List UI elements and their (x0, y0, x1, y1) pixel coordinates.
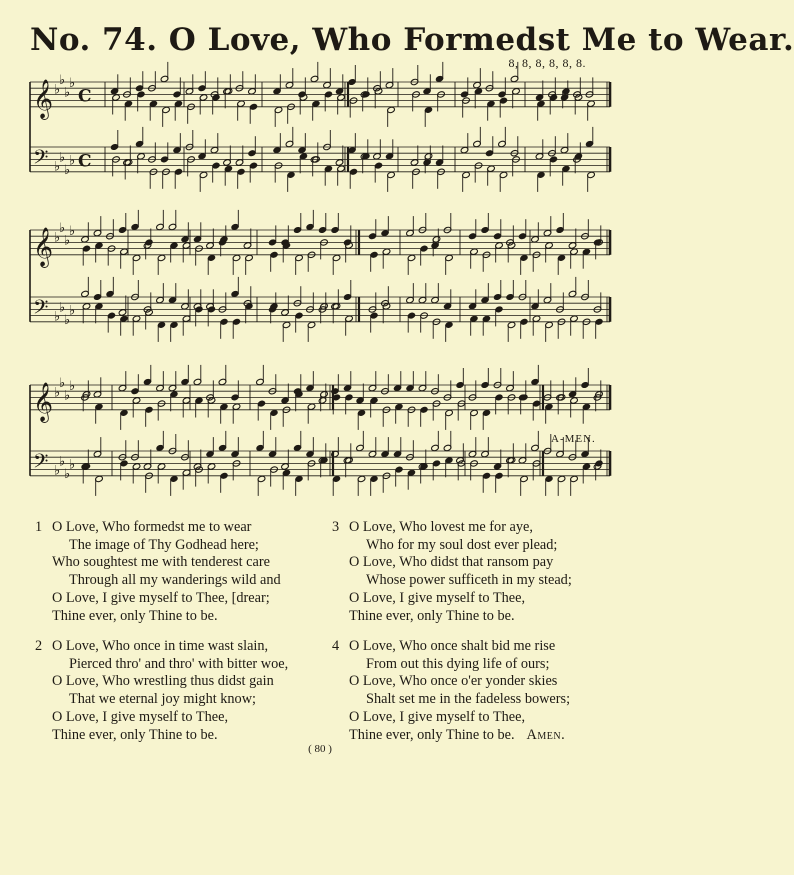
treble-clef-icon: 𝄞 (33, 381, 54, 422)
flat-icon: ♭ (59, 150, 66, 166)
verse-1 (35, 519, 352, 625)
bass-clef-icon: 𝄢 (33, 449, 49, 478)
flat-icon: ♭ (69, 457, 76, 473)
flat-icon: ♭ (59, 300, 66, 316)
flat-icon: ♭ (69, 153, 76, 169)
verse-line: From out this dying life of ours; (366, 655, 550, 672)
verse-line: O Love, I give myself to Thee, [drear; (52, 589, 270, 606)
flat-icon: ♭ (54, 309, 61, 325)
flat-icon: ♭ (54, 82, 61, 98)
verse-line: O Love, Who once shalt bid me rise (349, 638, 556, 654)
flat-icon: ♭ (64, 388, 71, 404)
amen-label: A-MEN. (551, 433, 596, 445)
verse-3 (332, 519, 649, 625)
flat-icon: ♭ (54, 385, 61, 401)
verse-line: The image of Thy Godhead here; (69, 536, 259, 553)
flat-icon: ♭ (64, 312, 71, 328)
flat-icon: ♭ (64, 233, 71, 249)
verse-number: 4 (332, 638, 340, 654)
flat-icon: ♭ (64, 162, 71, 178)
flat-icon: ♭ (69, 224, 76, 240)
verses (0, 519, 640, 749)
verse-line: Thine ever, only Thine to be. (349, 607, 515, 624)
flat-icon: ♭ (54, 159, 61, 175)
verse-line: O Love, Who once in time wast slain, (52, 638, 269, 654)
verse-line: O Love, I give myself to Thee, (349, 589, 526, 606)
verse-line: O Love, Who didst that ransom pay (349, 554, 554, 571)
verse-number: 2 (35, 638, 43, 654)
hymn-title: No. 74. O Love, Who Formedst Me to Wear. (30, 22, 794, 58)
verse-line: O Love, Who wrestling thus didst gain (52, 673, 274, 690)
verse-line: That we eternal joy might know; (69, 691, 257, 708)
flat-icon: ♭ (59, 221, 66, 236)
flat-icon: ♭ (69, 76, 76, 92)
verse-line: Thine ever, only Thine to be. (349, 726, 515, 743)
flat-icon: ♭ (64, 466, 71, 482)
time-signature: C (78, 86, 92, 107)
flat-icon: ♭ (69, 303, 76, 319)
verse-line: O Love, Who formedst me to wear (52, 519, 252, 535)
verse-line: Pierced thro' and thro' with bitter woe, (69, 655, 289, 672)
verse-line: O Love, Who lovest me for aye, (349, 519, 533, 535)
treble-clef-icon: 𝄞 (33, 78, 54, 119)
time-signature: C (78, 151, 92, 172)
verse-line: Whose power sufficeth in my stead; (366, 572, 572, 589)
bass-clef-icon: 𝄢 (33, 145, 49, 174)
verse-2 (35, 638, 352, 744)
flat-icon: ♭ (59, 454, 66, 470)
flat-icon: ♭ (54, 230, 61, 246)
verse-line: Through all my wanderings wild and (69, 572, 281, 589)
flat-icon: ♭ (59, 376, 66, 391)
flat-icon: ♭ (54, 463, 61, 479)
page-number: ( 80 ) (308, 743, 332, 755)
verse-number: 1 (35, 519, 43, 535)
flat-icon: ♭ (59, 73, 66, 88)
verse-number: 3 (332, 519, 340, 535)
hymn-meter: 8, 8, 8, 8, 8, 8. (508, 56, 586, 70)
verse-line: Thine ever, only Thine to be. (52, 726, 218, 743)
verse-line: Thine ever, only Thine to be. (52, 607, 218, 624)
verse-line: Who for my soul dost ever plead; (366, 536, 558, 553)
verse-line: O Love, Who once o'er yonder skies (349, 673, 558, 690)
verse-line: Who soughtest me with tenderest care (52, 554, 270, 571)
verse-line: O Love, I give myself to Thee, (349, 708, 526, 725)
verse-line: Shalt set me in the fadeless bowers; (366, 691, 571, 708)
treble-clef-icon: 𝄞 (33, 226, 54, 267)
flat-icon: ♭ (69, 379, 76, 395)
verse-4 (332, 638, 649, 744)
amen-word: Amen. (526, 726, 566, 743)
verse-line: O Love, I give myself to Thee, (52, 708, 229, 725)
flat-icon: ♭ (64, 85, 71, 101)
bass-clef-icon: 𝄢 (33, 295, 49, 324)
